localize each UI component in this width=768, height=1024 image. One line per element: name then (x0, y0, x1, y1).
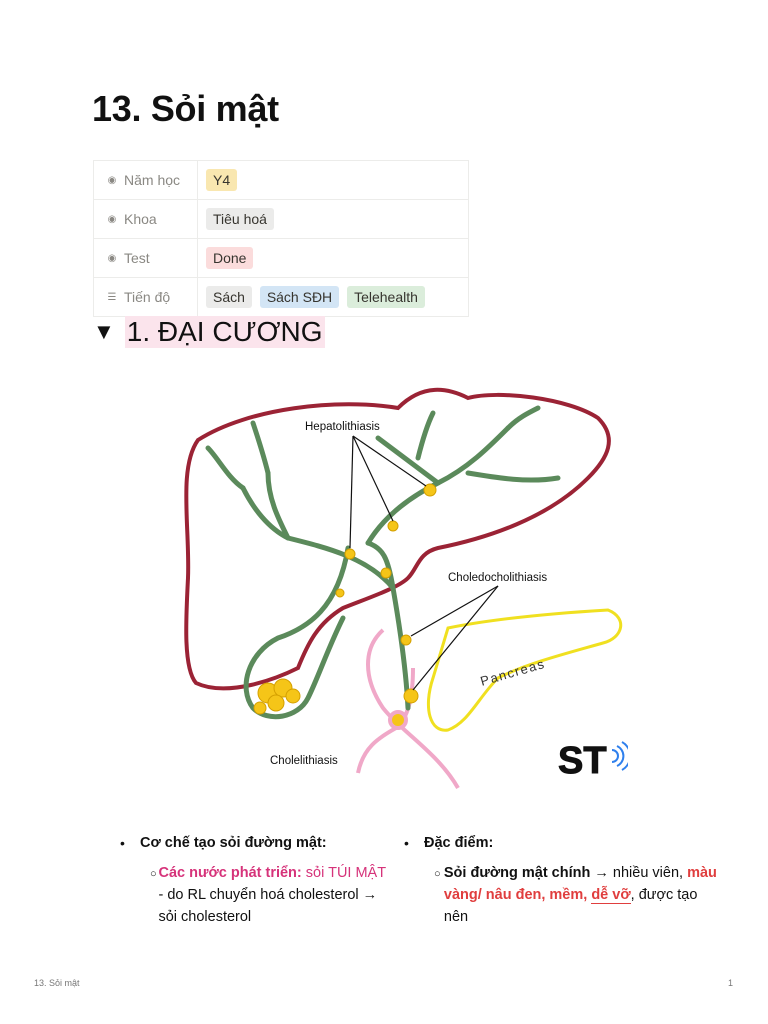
circle-bullet-icon: ○ (150, 868, 157, 880)
radio-icon: ◉ (107, 213, 117, 225)
label-cholelithiasis: Cholelithiasis (270, 755, 338, 767)
property-row-nam-hoc[interactable] (94, 161, 469, 200)
bullet-icon: • (404, 835, 409, 851)
section-heading: 1. ĐẠI CƯƠNG (126, 316, 323, 347)
right-column (404, 832, 720, 928)
gallstone (254, 702, 266, 714)
duct-stone (404, 689, 418, 703)
bullet-text: Đặc điểm: (424, 835, 494, 851)
tag-telehealth[interactable]: Telehealth (347, 286, 425, 308)
circle-bullet-icon: ○ (434, 868, 441, 880)
label-choledocholithiasis: Choledocholithiasis (448, 572, 548, 584)
content-columns (120, 832, 720, 928)
toggle-heading[interactable] (93, 316, 325, 348)
page-title: 13. Sỏi mật (92, 88, 279, 129)
bullet-icon: • (120, 835, 125, 851)
property-row-test[interactable] (94, 239, 469, 278)
tag-sach[interactable]: Sách (206, 286, 252, 308)
tag-sach-sdh[interactable]: Sách SĐH (260, 286, 339, 308)
radio-icon: ◉ (107, 252, 117, 264)
property-key: Test (124, 250, 150, 266)
label-pancreas: Pancreas (478, 655, 548, 689)
toggle-arrow-icon[interactable]: ▼ (93, 319, 115, 344)
sub-bullet-text: Các nước phát triển: sỏi TÚI MẬT - do RL chuyển hoá cholesterol → sỏi cholesterol (158, 865, 386, 925)
duct-stone (388, 521, 398, 531)
footer-title: 13. Sỏi mật (34, 978, 80, 988)
list-icon: ☰ (107, 291, 117, 303)
bullet-text: Cơ chế tạo sỏi đường mật: (140, 835, 327, 851)
biliary-anatomy-figure (168, 378, 628, 802)
property-key: Khoa (124, 211, 157, 227)
duct-stone (336, 589, 344, 597)
property-row-tien-do[interactable] (94, 278, 469, 317)
label-hepatolithiasis: Hepatolithiasis (305, 421, 380, 433)
page-number: 1 (728, 978, 734, 988)
tag-done[interactable]: Done (206, 247, 253, 269)
property-row-khoa[interactable] (94, 200, 469, 239)
tag-tieu-hoa[interactable]: Tiêu hoá (206, 208, 274, 230)
duct-stone (381, 568, 391, 578)
gallstone (268, 695, 284, 711)
tag-y4[interactable]: Y4 (206, 169, 237, 191)
sub-bullet-text: Sỏi đường mật chính → nhiều viên, màu vàng/ nâu đen, mềm, dễ vỡ, được tạo nên (443, 865, 717, 925)
property-key: Năm học (124, 172, 181, 188)
properties-table (93, 160, 469, 317)
gallstone (286, 689, 300, 703)
duct-stone (345, 549, 355, 559)
property-key: Tiến độ (124, 289, 171, 305)
logo-st: ST (558, 740, 607, 782)
left-column (120, 832, 390, 928)
radio-icon: ◉ (107, 174, 117, 186)
duct-stone (401, 635, 411, 645)
